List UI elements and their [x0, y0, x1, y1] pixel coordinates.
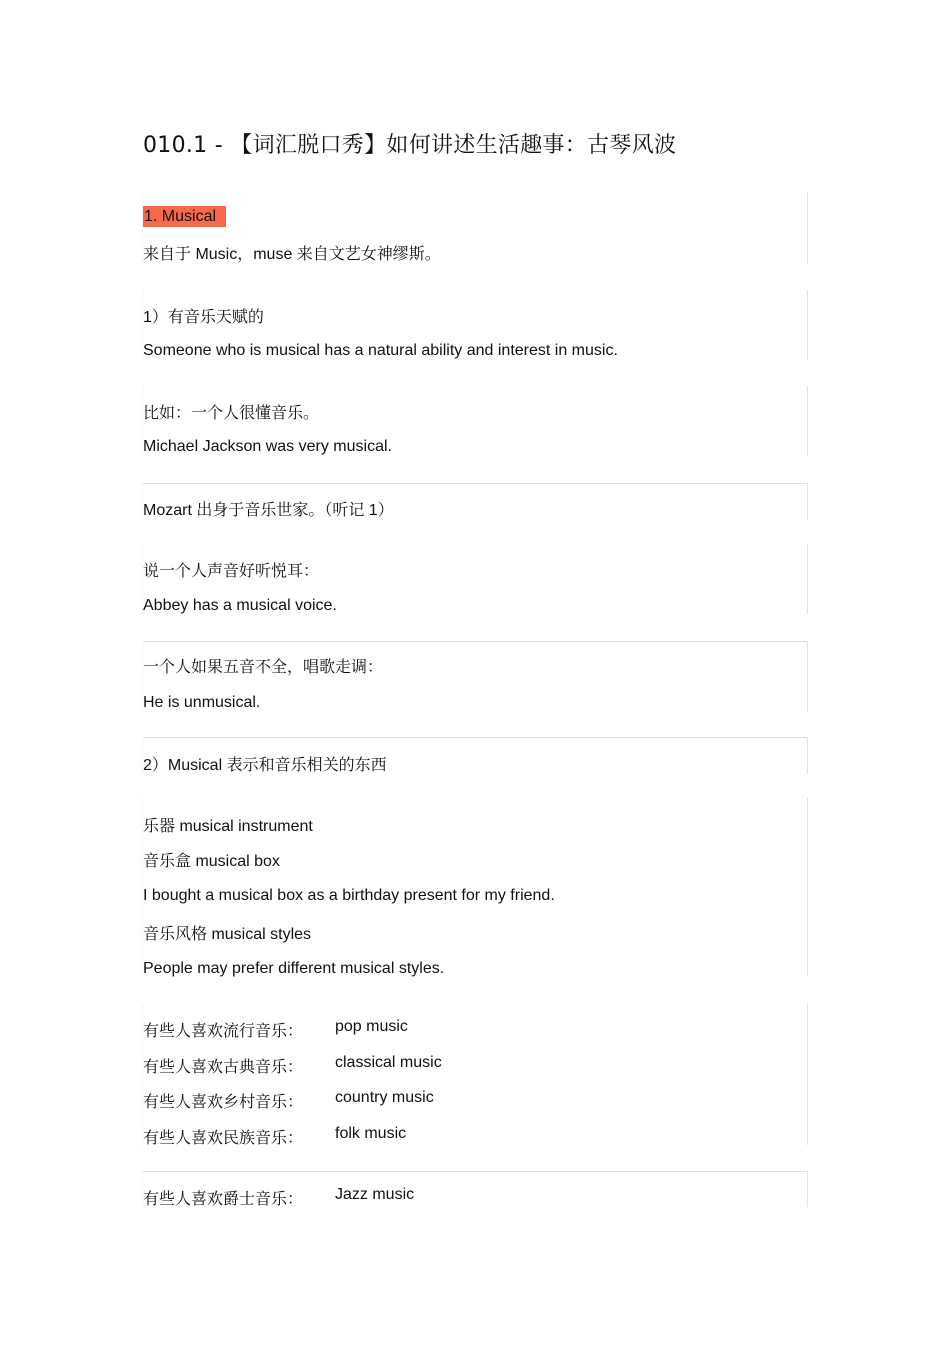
related-heading: 2）Musical 表示和音乐相关的东西 [143, 757, 387, 774]
voice-label: 说一个人声音好听悦耳： [143, 563, 320, 580]
highlight-heading: 1. Musical [143, 206, 226, 227]
example-sentence: Michael Jackson was very musical. [143, 438, 392, 455]
origin-note: 来自于 Music，muse 来自文艺女神缪斯。 [143, 246, 441, 263]
collocation-box: 音乐盒 musical box [143, 853, 280, 870]
voice-sentence: Abbey has a musical voice. [143, 597, 337, 614]
page-title: 010.1 - 【词汇脱口秀】如何讲述生活趣事：古琴风波 [143, 133, 677, 158]
example-label: 比如：一个人很懂音乐。 [143, 405, 320, 422]
genre-en: country music [335, 1089, 434, 1106]
definition-sentence: Someone who is musical has a natural ability and interest in music. [143, 342, 618, 359]
genre-cn: 有些人喜欢乡村音乐： [143, 1094, 304, 1111]
genre-cn: 有些人喜欢民族音乐： [143, 1130, 304, 1147]
genre-cn: 有些人喜欢爵士音乐： [143, 1191, 304, 1208]
genre-en: Jazz music [335, 1186, 415, 1203]
collocation-instrument: 乐器 musical instrument [143, 818, 313, 835]
mozart-line: Mozart 出身于音乐世家。（听记 1） [143, 502, 394, 519]
genre-en: pop music [335, 1018, 408, 1035]
unmusical-sentence: He is unmusical. [143, 694, 261, 711]
collocation-box-sentence: I bought a musical box as a birthday present for my friend. [143, 887, 555, 904]
collocation-styles-sentence: People may prefer different musical styles. [143, 960, 445, 977]
collocation-styles: 音乐风格 musical styles [143, 926, 312, 943]
section-heading [143, 208, 226, 226]
genre-cn: 有些人喜欢流行音乐： [143, 1023, 304, 1040]
definition-label: 1）有音乐天赋的 [143, 309, 264, 326]
genre-en: classical music [335, 1054, 442, 1071]
unmusical-label: 一个人如果五音不全，唱歌走调： [143, 659, 384, 676]
genre-en: folk music [335, 1125, 407, 1142]
genre-cn: 有些人喜欢古典音乐： [143, 1059, 304, 1076]
